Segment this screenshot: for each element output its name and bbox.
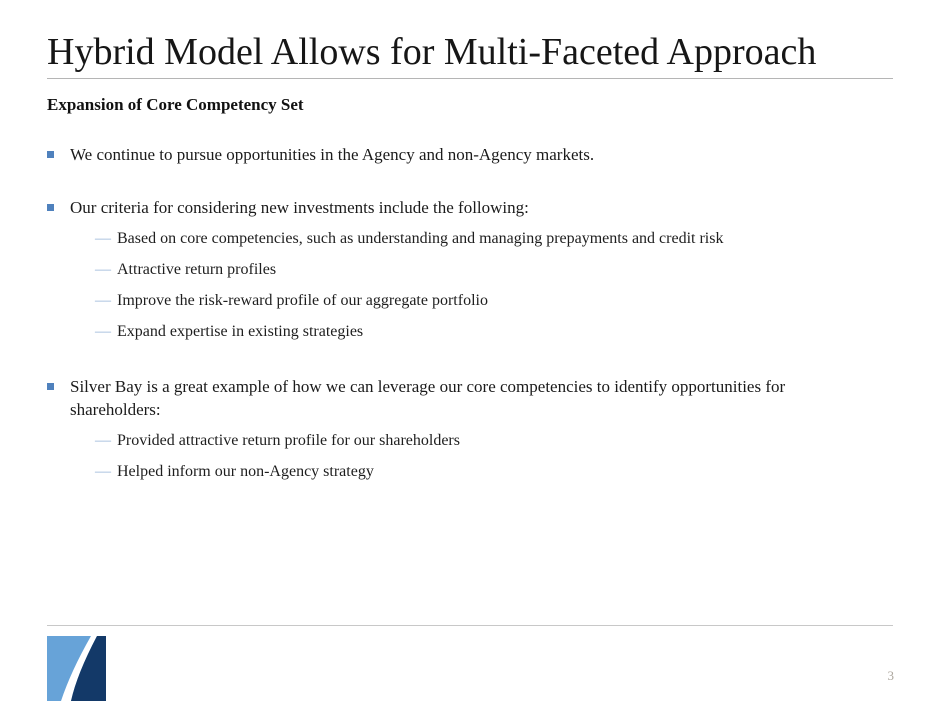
sub-bullet-text: Expand expertise in existing strategies xyxy=(117,323,364,340)
sub-bullet-item xyxy=(95,461,893,483)
sub-bullet-text: Based on core competencies, such as understanding and managing prepayments and credit risk xyxy=(117,230,724,247)
slide-subtitle: Expansion of Core Competency Set xyxy=(47,95,304,114)
dash-bullet-icon: — xyxy=(95,230,111,247)
bullet-marker-col xyxy=(47,143,70,158)
bullet-marker-col xyxy=(47,196,70,211)
dash-bullet-icon: — xyxy=(95,261,111,278)
page-number: 3 xyxy=(887,668,894,683)
bullet-text: Our criteria for considering new investments include the following: xyxy=(70,198,529,217)
sub-bullet-text: Attractive return profiles xyxy=(117,261,277,278)
bullet-item xyxy=(47,143,893,166)
slide-header xyxy=(47,0,893,79)
sub-bullet-item xyxy=(95,259,893,281)
slide-title: Hybrid Model Allows for Multi-Faceted Approach xyxy=(47,31,817,73)
square-bullet-icon xyxy=(47,204,54,211)
sub-bullet-item xyxy=(95,228,893,250)
slide-body xyxy=(47,143,893,483)
bullet-text: Silver Bay is a great example of how we can leverage our core competencies to identify opportunities for shareholders: xyxy=(70,377,786,419)
bullet-item xyxy=(47,196,893,219)
bullet-marker-col xyxy=(47,375,70,390)
bullet-text: We continue to pursue opportunities in the Agency and non-Agency markets. xyxy=(70,145,595,164)
footer-divider xyxy=(47,625,893,626)
dash-bullet-icon: — xyxy=(95,463,111,480)
bullet-item xyxy=(47,375,893,421)
dash-bullet-icon: — xyxy=(95,432,111,449)
sub-bullet-text: Provided attractive return profile for our shareholders xyxy=(117,432,460,449)
sub-bullet-text: Helped inform our non-Agency strategy xyxy=(117,463,374,480)
sub-bullet-item xyxy=(95,430,893,452)
sub-bullet-item xyxy=(95,321,893,343)
two-harbors-logo-icon xyxy=(47,636,106,701)
dash-bullet-icon: — xyxy=(95,323,111,340)
sub-bullet-item xyxy=(95,290,893,312)
sub-bullet-text: Improve the risk-reward profile of our aggregate portfolio xyxy=(117,292,488,309)
dash-bullet-icon: — xyxy=(95,292,111,309)
square-bullet-icon xyxy=(47,151,54,158)
square-bullet-icon xyxy=(47,383,54,390)
